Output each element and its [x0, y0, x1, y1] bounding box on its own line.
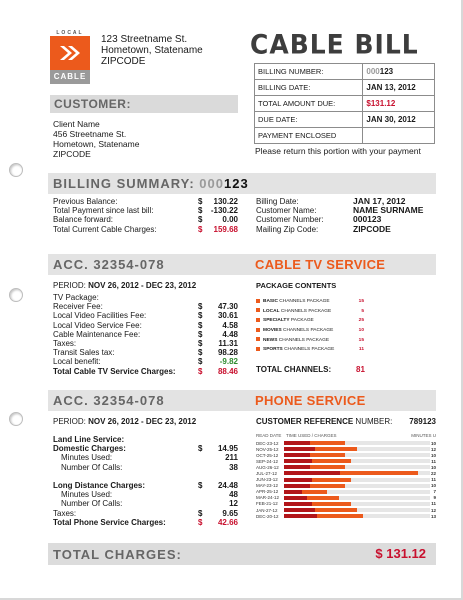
usage-date: AUG-26-12 [256, 464, 279, 470]
usage-bar-fill [310, 484, 345, 488]
charge-amount: 38 [229, 462, 238, 472]
charge-amount: 47.30 [217, 302, 238, 312]
package-item [256, 345, 364, 355]
cable-acc-prefix: ACC. [53, 257, 94, 272]
usage-bar-dark [284, 453, 310, 457]
total-channels-label: TOTAL CHANNELS: [256, 365, 332, 374]
usage-bar-track [284, 496, 430, 500]
charge-row [53, 321, 238, 330]
usage-bar-fill [312, 478, 351, 482]
package-name: SPECIALTY [263, 318, 290, 324]
package-count: 15 [358, 299, 364, 304]
charge-row [53, 444, 238, 453]
billing-number-label: BILLING NUMBER: [255, 64, 363, 80]
charge-currency: $ [198, 224, 203, 234]
usage-minutes: 7 [433, 489, 436, 495]
total-charges-bar [48, 543, 436, 565]
usage-bar-fill [302, 490, 327, 494]
package-desc: CHANNELS PACKAGE [282, 347, 335, 353]
charge-amount: 42.66 [217, 517, 238, 527]
usage-minutes: 9 [433, 495, 436, 501]
charge-label: Long Distance Charges: [53, 480, 146, 490]
cable-period-value: NOV 26, 2012 - DEC 23, 2012 [88, 281, 197, 290]
package-count: 10 [358, 328, 364, 334]
billing-date-label: BILLING DATE: [255, 80, 363, 96]
customer-address [53, 119, 139, 159]
company-logo [50, 30, 90, 86]
usage-minutes: 22 [430, 470, 436, 476]
charge-currency: $ [198, 302, 203, 312]
charge-row [53, 348, 238, 357]
charge-row [53, 293, 238, 302]
amount-due-value: $131.12 [363, 96, 435, 112]
charge-label: Transit Sales tax: [53, 348, 115, 358]
charge-currency: $ [198, 320, 203, 330]
package-desc: CHANNELS PACKAGE [277, 337, 330, 343]
usage-bar-fill [310, 453, 345, 457]
usage-header-date: READ DATE [256, 433, 282, 438]
usage-bar-track [284, 490, 430, 494]
charge-row [53, 215, 238, 224]
charge-row [53, 518, 238, 527]
charge-row [53, 481, 238, 490]
package-name: MOVIES [263, 328, 282, 334]
phone-bar [48, 390, 436, 411]
charge-currency: $ [198, 197, 203, 206]
charge-currency: $ [198, 508, 203, 518]
billing-summary-rows [53, 197, 238, 234]
package-name: BASIC [263, 299, 278, 304]
charge-row [53, 472, 238, 481]
total-amount: 131.12 [386, 546, 426, 561]
cable-period [53, 281, 196, 290]
charge-label: Cable Maintenance Fee: [53, 329, 141, 339]
package-bullet-icon [256, 299, 260, 303]
billing-summary-bar [48, 173, 436, 194]
usage-bar-track [284, 465, 430, 469]
usage-minutes: 11 [431, 458, 436, 464]
total-currency: $ [375, 546, 383, 561]
charge-amount: 130.22 [213, 197, 238, 206]
charge-row [53, 509, 238, 518]
charge-amount: 0.00 [222, 215, 238, 225]
package-count: 5 [361, 308, 364, 314]
charge-label: Total Phone Service Charges: [53, 517, 166, 527]
bill-title: CABLE BILL [250, 29, 419, 60]
charge-currency: $ [198, 206, 203, 216]
usage-minutes: 10 [430, 464, 436, 470]
package-name: LOCAL [263, 308, 280, 314]
customer-line: Hometown, Statename [53, 139, 140, 149]
punch-hole [9, 412, 23, 426]
usage-date: OCT-25-12 [256, 452, 279, 458]
package-item [256, 326, 364, 336]
total-charges-label: TOTAL CHARGES: [53, 547, 182, 562]
charge-currency: $ [198, 329, 203, 339]
usage-chart [256, 432, 436, 519]
charge-amount: 211 [225, 453, 238, 463]
charge-label: Local Video Facilities Fee: [53, 311, 147, 321]
package-bullet-icon [256, 347, 260, 351]
usage-bar-dark [284, 478, 312, 482]
charge-amount: 4.48 [222, 329, 238, 339]
usage-minutes: 11 [431, 477, 436, 483]
company-address-line: Hometown, Statename [101, 45, 203, 56]
total-channels [256, 365, 365, 374]
charge-label: Total Payment since last bill: [53, 206, 154, 216]
usage-bar-track [284, 514, 430, 518]
billing-summary-number-suffix: 123 [223, 176, 249, 191]
charge-row [53, 490, 238, 499]
usage-bar-track [284, 478, 430, 482]
usage-bar-dark [284, 465, 310, 469]
cable-service-title: CABLE TV SERVICE [255, 257, 386, 272]
charge-currency: $ [198, 311, 203, 321]
charge-currency: $ [198, 338, 203, 348]
summary-detail-value: NAME SURNAME [353, 205, 424, 216]
return-note: Please return this portion with your payment [255, 146, 421, 156]
logo-arrows-icon [50, 36, 90, 70]
package-bullet-icon [256, 337, 260, 341]
usage-bar-dark [284, 459, 312, 463]
charge-label: Number Of Calls: [61, 462, 123, 472]
charge-row [53, 357, 238, 366]
usage-bar-track [284, 471, 430, 475]
usage-bar-fill [307, 496, 339, 500]
usage-header-time: TIME USED / CHARGES [286, 433, 337, 438]
usage-bar-track [284, 453, 430, 457]
package-count: 15 [358, 337, 364, 343]
usage-bar-fill [312, 502, 351, 506]
company-address-line: ZIPCODE [101, 56, 146, 67]
charge-row [53, 339, 238, 348]
usage-minutes: 10 [430, 483, 436, 489]
usage-bar-track [284, 484, 430, 488]
cable-charges [53, 293, 238, 376]
ref-value: 789123 [409, 417, 436, 426]
charge-currency: $ [198, 517, 203, 527]
charge-row [53, 453, 238, 462]
charge-amount: 4.58 [222, 320, 238, 330]
charge-label: Land Line Service: [53, 435, 125, 444]
summary-detail-value: JAN 17, 2012 [353, 196, 406, 206]
charge-label: TV Package: [53, 293, 99, 302]
charge-amount: 159.68 [213, 224, 238, 234]
payment-enclosed-label: PAYMENT ENCLOSED [255, 128, 363, 144]
usage-minutes: 10 [430, 452, 436, 458]
usage-bar-fill [312, 459, 351, 463]
billing-summary-number-prefix: 000 [199, 176, 224, 191]
charge-amount: -130.22 [210, 206, 238, 216]
charge-amount: 14.95 [217, 444, 238, 454]
charge-row [53, 435, 238, 444]
charge-row [53, 311, 238, 320]
billing-summary-heading [53, 176, 249, 191]
phone-acc-prefix: ACC. [53, 393, 94, 408]
due-date-value: JAN 30, 2012 [363, 112, 435, 128]
billing-summary-label: BILLING SUMMARY: [53, 176, 195, 191]
charge-label: Number Of Calls: [61, 499, 123, 509]
package-desc: CHANNELS PACKAGE [279, 308, 332, 314]
charge-row [53, 463, 238, 472]
usage-bar-dark [284, 441, 310, 445]
charge-amount: 98.28 [217, 348, 238, 358]
charge-row [53, 330, 238, 339]
charge-label: Taxes: [53, 508, 77, 518]
charge-label: Minutes Used: [61, 490, 113, 500]
usage-bar-fill [315, 447, 357, 451]
customer-reference [256, 417, 436, 426]
usage-bar-dark [284, 502, 312, 506]
usage-date: DEC-20-12 [256, 513, 279, 519]
usage-bar-fill [310, 465, 345, 469]
usage-bar-track [284, 508, 430, 512]
usage-minutes: 11 [431, 501, 436, 507]
charge-label: Balance forward: [53, 215, 114, 225]
package-count: 25 [358, 318, 364, 324]
usage-date: MAR-24-12 [256, 495, 280, 501]
summary-detail-label: Customer Number: [256, 215, 324, 225]
package-contents-title: PACKAGE CONTENTS [256, 281, 337, 290]
charge-label: Total Cable TV Service Charges: [53, 366, 176, 376]
charge-amount: 30.61 [217, 311, 238, 321]
package-item [256, 316, 364, 326]
summary-detail-row [256, 225, 436, 234]
usage-row [256, 513, 436, 519]
charge-amount: 11.31 [218, 338, 238, 348]
usage-bar-fill [310, 441, 345, 445]
ref-number-label: NUMBER: [353, 417, 393, 426]
ref-label: CUSTOMER REFERENCE [256, 417, 354, 426]
billing-number-suffix: 123 [379, 67, 394, 76]
customer-line: ZIPCODE [53, 149, 91, 159]
usage-date: APR-25-12 [256, 489, 279, 495]
usage-date: JUN-23-12 [256, 477, 278, 483]
billing-summary-details [256, 197, 436, 234]
package-bullet-icon [256, 318, 260, 322]
cable-period-label: PERIOD: [53, 281, 89, 290]
charge-amount: 24.48 [217, 480, 238, 490]
summary-detail-row [256, 215, 436, 224]
package-desc: CHANNELS PACKAGE [281, 328, 334, 334]
phone-period-label: PERIOD: [53, 417, 89, 426]
charge-label: Total Current Cable Charges: [53, 224, 157, 234]
charge-row [53, 197, 238, 206]
total-charges-amount [375, 546, 426, 561]
usage-minutes: 13 [430, 513, 436, 519]
usage-minutes: 12 [430, 507, 436, 513]
usage-header-minutes: MINUTES U [411, 433, 436, 438]
phone-acc-number: 32354-078 [93, 393, 165, 408]
usage-bar-dark [284, 471, 340, 475]
usage-date: FEB-21-12 [256, 501, 278, 507]
summary-detail-value: ZIPCODE [353, 223, 391, 234]
customer-line: Client Name [53, 119, 100, 129]
charge-currency: $ [198, 480, 203, 490]
charge-currency: $ [198, 444, 203, 454]
charge-currency: $ [198, 366, 203, 376]
charge-amount: 9.65 [222, 508, 238, 518]
charge-label: Taxes: [53, 338, 77, 348]
package-item [256, 307, 364, 317]
charge-amount: 48 [229, 490, 238, 500]
customer-line: 456 Streetname St. [53, 129, 127, 139]
usage-bar-fill [315, 508, 357, 512]
usage-bar-dark [284, 447, 315, 451]
charge-label: Receiver Fee: [53, 302, 103, 312]
cable-tv-bar [48, 254, 436, 275]
usage-bar-fill [317, 514, 363, 518]
charge-label: Domestic Charges: [53, 444, 126, 454]
usage-date: DEC-23-12 [256, 440, 279, 446]
package-item [256, 297, 364, 307]
usage-header [256, 432, 436, 440]
package-name: NEWS [263, 337, 278, 343]
charge-label: Minutes Used: [61, 453, 113, 463]
amount-due-label: TOTAL AMOUNT DUE: [255, 96, 363, 112]
summary-detail-label: Customer Name: [256, 206, 317, 216]
package-bullet-icon [256, 308, 260, 312]
cable-account-number [53, 257, 165, 272]
phone-period [53, 417, 196, 426]
usage-minutes: 12 [430, 446, 436, 452]
usage-bar-track [284, 441, 430, 445]
charge-currency: $ [198, 357, 203, 367]
summary-detail-label: Billing Date: [256, 197, 299, 206]
charge-amount: 88.46 [217, 366, 238, 376]
billing-number-prefix: 000 [366, 67, 380, 76]
package-name: SPORTS [263, 347, 283, 353]
billing-number-value [363, 64, 435, 80]
package-bullet-icon [256, 328, 260, 332]
charge-row [53, 206, 238, 215]
usage-bar-dark [284, 508, 315, 512]
charge-row [53, 225, 238, 234]
phone-charges [53, 435, 238, 527]
package-desc: CHANNELS PACKAGE [277, 299, 330, 304]
cable-acc-number: 32354-078 [93, 257, 165, 272]
usage-date: MAY-23-12 [256, 483, 279, 489]
usage-bar-track [284, 502, 430, 506]
charge-currency: $ [198, 348, 203, 358]
usage-bar-dark [284, 496, 307, 500]
usage-bar-dark [284, 484, 310, 488]
package-list [256, 297, 364, 355]
charge-row [53, 499, 238, 508]
payment-enclosed-field[interactable] [363, 128, 435, 144]
usage-date: NOV-25-12 [256, 446, 279, 452]
charge-label: Local Video Service Fee: [53, 320, 142, 330]
charge-amount: 12 [229, 499, 238, 509]
logo-bottom-text: CABLE [50, 70, 90, 84]
usage-date: JUL-27-12 [256, 470, 278, 476]
package-item [256, 336, 364, 346]
company-address-line: 123 Streetname St. [101, 34, 188, 45]
summary-detail-value: 000123 [353, 214, 382, 225]
total-channels-value: 81 [356, 365, 365, 374]
company-address [101, 34, 203, 67]
billing-date-value: JAN 13, 2012 [363, 80, 435, 96]
charge-row [53, 302, 238, 311]
usage-bar-fill [340, 471, 418, 475]
usage-date: JAN-27-12 [256, 507, 278, 513]
package-desc: PACKAGE [289, 318, 314, 324]
customer-heading: CUSTOMER: [50, 95, 238, 113]
phone-service-title: PHONE SERVICE [255, 393, 366, 408]
usage-bar-dark [284, 490, 302, 494]
usage-bar-track [284, 459, 430, 463]
charge-row [53, 367, 238, 376]
charge-label: Previous Balance: [53, 197, 118, 206]
package-count: 11 [358, 347, 364, 353]
charge-amount: -9.82 [219, 357, 238, 367]
charge-label: Local benefit: [53, 357, 101, 367]
billing-info-table [254, 63, 435, 144]
usage-date: SEP-24-12 [256, 458, 279, 464]
charge-currency: $ [198, 215, 203, 225]
summary-detail-row [256, 206, 436, 215]
logo-top-text: LOCAL [56, 30, 84, 36]
due-date-label: DUE DATE: [255, 112, 363, 128]
usage-bar-dark [284, 514, 317, 518]
phone-period-value: NOV 26, 2012 - DEC 23, 2012 [88, 417, 197, 426]
usage-minutes: 10 [430, 440, 436, 446]
punch-hole [9, 163, 23, 177]
phone-account-number [53, 393, 165, 408]
usage-bar-track [284, 447, 430, 451]
punch-hole [9, 288, 23, 302]
summary-detail-label: Mailing Zip Code: [256, 224, 319, 234]
